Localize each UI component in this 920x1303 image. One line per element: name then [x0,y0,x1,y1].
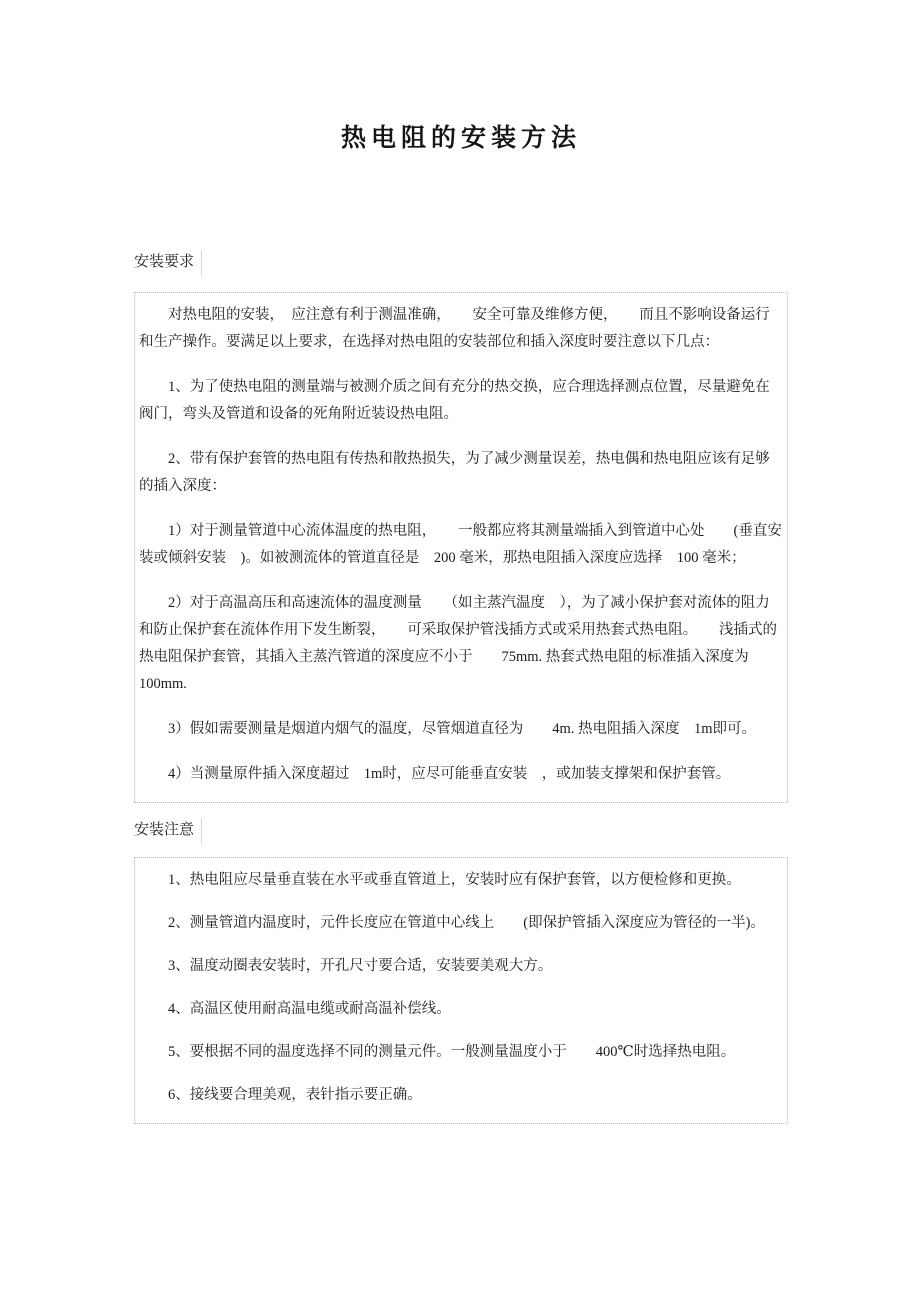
paragraph: 5、要根据不同的温度选择不同的测量元件。一般测量温度小于 400℃时选择热电阻。 [168,1044,736,1060]
section-label: 安装要求 [134,250,202,276]
paragraph: 3、温度动圈表安装时，开孔尺寸要合适，安装要美观大方。 [168,958,553,974]
paragraph: 对热电阻的安装， 应注意有利于测温准确， 安全可靠及维修方便， 而且不影响设备运行和生产操作。要满足以上要求，在选择对热电阻的安装部位和插入深度时要注意以下几点： [139,307,770,350]
requirements-box [134,292,788,803]
paragraph: 2、带有保护套管的热电阻有传热和散热损失，为了减少测量误差，热电偶和热电阻应该有足够的插入深度： [139,451,770,494]
paragraph: 1）对于测量管道中心流体温度的热电阻， 一般都应将其测量端插入到管道中心处 (垂直安装或倾斜安装 )。如被测流体的管道直径是 200 毫米，那热电阻插入深度应选择 100 毫米； [139,523,782,566]
section-header-notes [134,818,788,844]
paragraph: 4）当测量原件插入深度超过 1m时，应尽可能垂直安装 ，或加装支撑架和保护套管。 [168,766,731,782]
paragraph: 3）假如需要测量是烟道内烟气的温度，尽管烟道直径为 4m. 热电阻插入深度 1m即可。 [168,721,757,737]
paragraph: 1、为了使热电阻的测量端与被测介质之间有充分的热交换，应合理选择测点位置，尽量避免在阀门，弯头及管道和设备的死角附近装设热电阻。 [139,379,770,422]
paragraph: 2、测量管道内温度时，元件长度应在管道中心线上 (即保护管插入深度应为管径的一半)。 [168,915,765,931]
notes-box [134,857,788,1124]
paragraph: 1、热电阻应尽量垂直装在水平或垂直管道上，安装时应有保护套管，以方便检修和更换。 [168,872,741,888]
section-label: 安装注意 [134,818,202,844]
paragraph: 6、接线要合理美观，表针指示要正确。 [168,1087,422,1103]
document-title: 热电阻的安装方法 [340,125,581,152]
section-header-requirements [134,250,788,276]
paragraph: 4、高温区使用耐高温电缆或耐高温补偿线。 [168,1001,451,1017]
paragraph: 2）对于高温高压和高速流体的温度测量 （如主蒸汽温度 ），为了减小保护套对流体的阻力和防止保护套在流体作用下发生断裂， 可采取保护管浅插方式或采用热套式热电阻。 浅插式的热电阻保护套管，其插入主蒸汽管道的深度应不小于 75mm. 热套式热电阻的标准插入深度为 100mm. [139,595,777,692]
